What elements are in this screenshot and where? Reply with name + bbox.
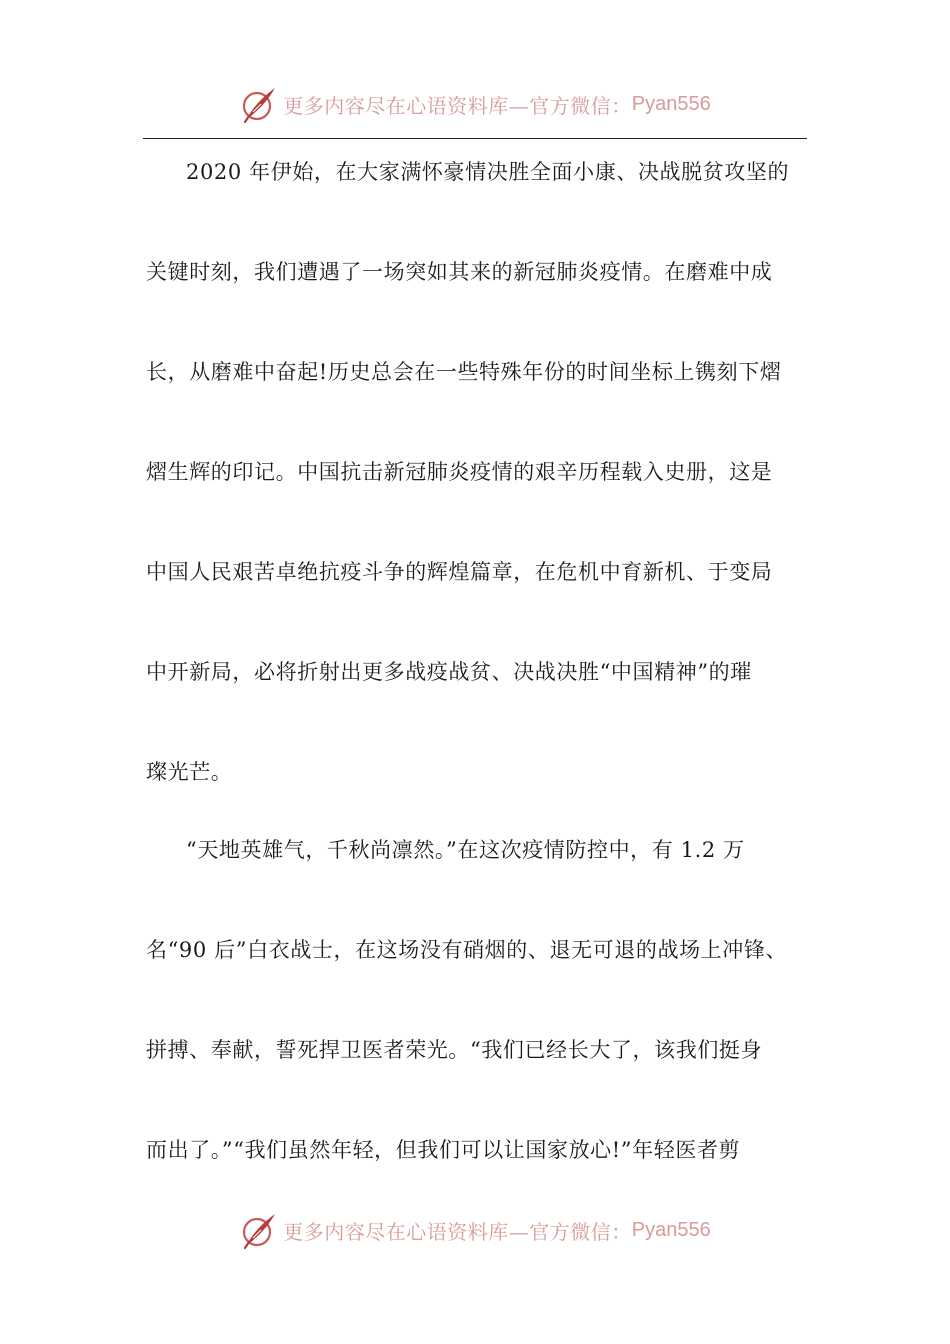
document-body xyxy=(146,150,810,1228)
text-line: 拼搏、奉献，誓死捍卫医者荣光。“我们已经长大了，该我们挺身 xyxy=(146,1038,763,1062)
text-line: 中国人民艰苦卓绝抗疫斗争的辉煌篇章，在危机中育新机、于变局 xyxy=(146,560,773,584)
text-line: 熠生辉的印记。中国抗击新冠肺炎疫情的艰辛历程载入史册，这是 xyxy=(146,460,773,484)
quill-pen-logo-icon xyxy=(239,1210,279,1250)
banner-text: 更多内容尽在心语资料库—官方微信： xyxy=(283,1219,632,1244)
text-line: 长，从磨难中奋起!历史总会在一些特殊年份的时间坐标上镌刻下熠 xyxy=(146,360,782,384)
text-line: 关键时刻，我们遭遇了一场突如其来的新冠肺炎疫情。在磨难中成 xyxy=(146,260,773,284)
text-line: 而出了。”“我们虽然年轻，但我们可以让国家放心!”年轻医者剪 xyxy=(146,1138,741,1162)
footer-banner xyxy=(0,1208,950,1252)
text-line: 中开新局，必将折射出更多战疫战贫、决战决胜“中国精神”的璀 xyxy=(146,660,752,684)
header-banner xyxy=(0,82,950,126)
text-line: 璨光芒。 xyxy=(146,760,233,784)
header-divider xyxy=(143,138,807,139)
banner-wechat-id: Pyan556 xyxy=(631,1218,711,1241)
text-line: 名“90 后”白衣战士，在这场没有硝烟的、退无可退的战场上冲锋、 xyxy=(146,938,788,962)
banner-wechat-id: Pyan556 xyxy=(631,92,711,115)
quill-pen-logo-icon xyxy=(239,84,279,124)
text-line: “天地英雄气，千秋尚凛然。”在这次疫情防控中，有 1.2 万 xyxy=(186,838,745,862)
text-line: 2020 年伊始，在大家满怀豪情决胜全面小康、决战脱贫攻坚的 xyxy=(186,160,790,184)
banner-text: 更多内容尽在心语资料库—官方微信： xyxy=(283,93,632,118)
